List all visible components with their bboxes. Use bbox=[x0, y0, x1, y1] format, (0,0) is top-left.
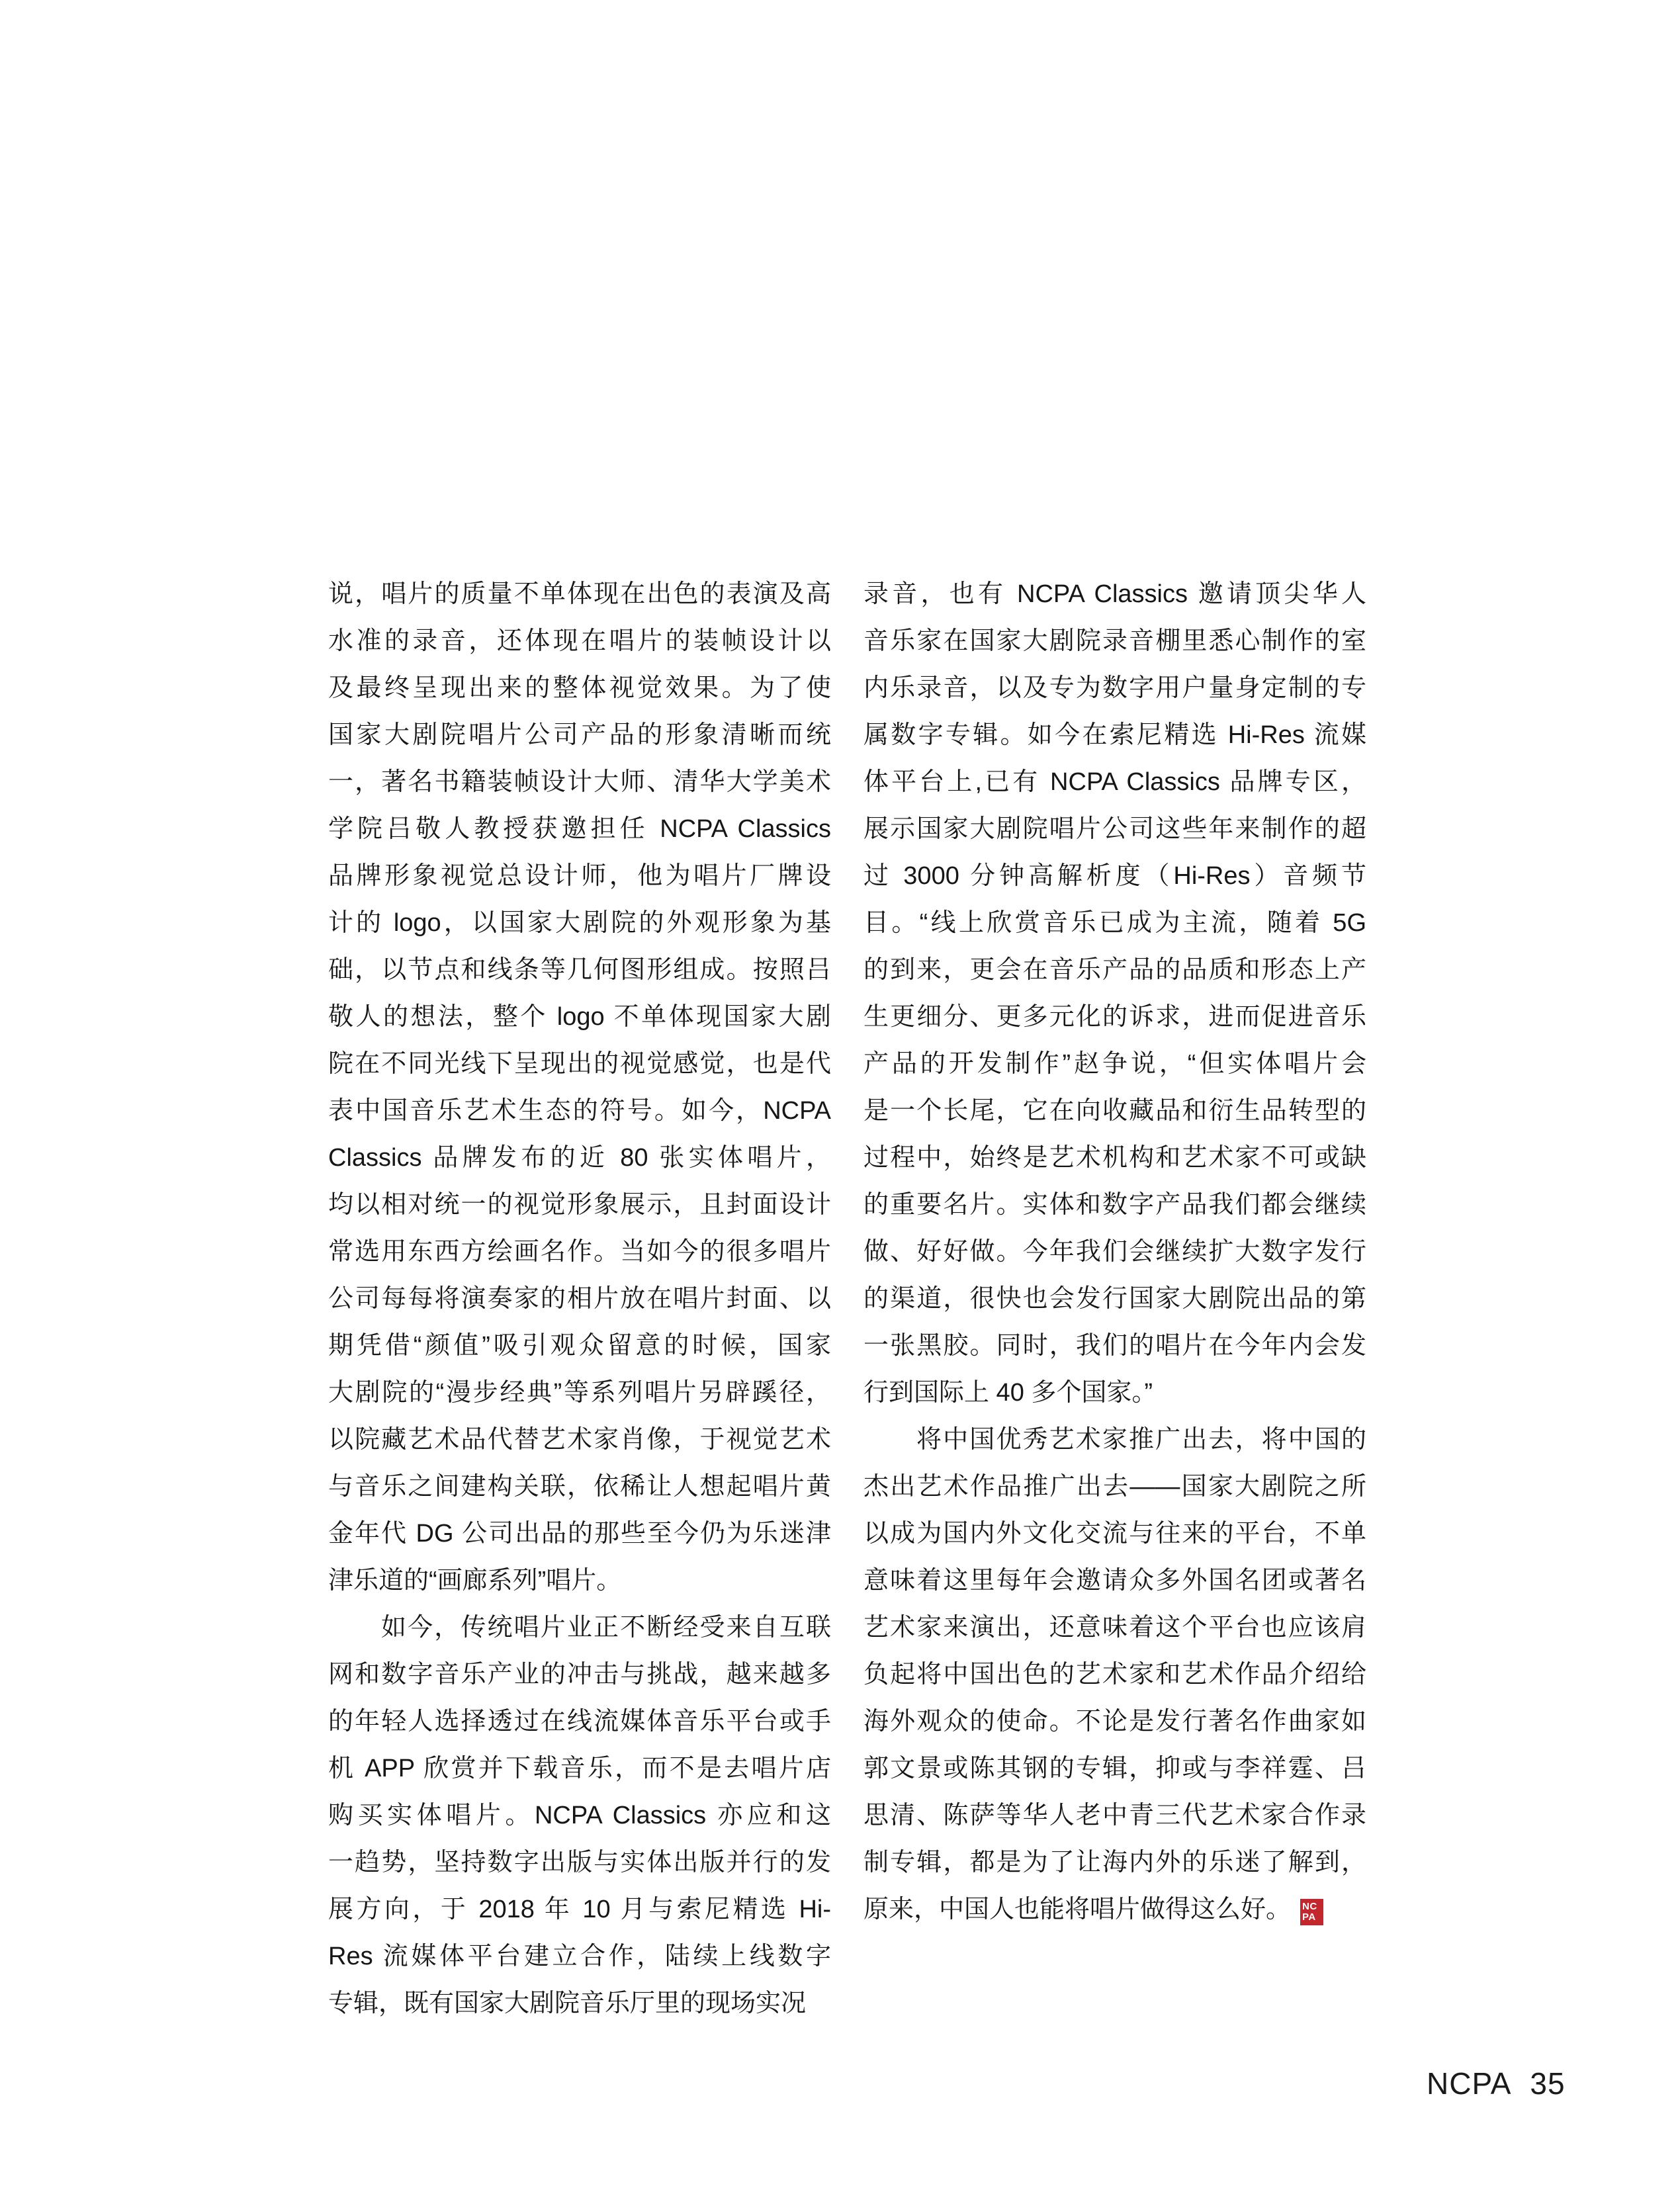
article-column-right bbox=[863, 571, 1366, 1933]
text-line: 内乐录音，以及专为数字用户量身定制的专 bbox=[863, 674, 1366, 702]
text-line: 属数字专辑。如今在索尼精选 Hi-Res 流媒 bbox=[863, 721, 1366, 749]
text-line: 展方向，于 2018 年 10 月与索尼精选 Hi- bbox=[328, 1896, 831, 1923]
text-line: 生更细分、更多元化的诉求，进而促进音乐 bbox=[863, 1003, 1366, 1031]
text-line: 的重要名片。实体和数字产品我们都会继续 bbox=[863, 1191, 1366, 1219]
text-line: 品牌形象视觉总设计师，他为唱片厂牌设 bbox=[328, 862, 831, 890]
text-line: 敬人的想法，整个 logo 不单体现国家大剧 bbox=[328, 1003, 831, 1031]
text-line: 艺术家来演出，还意味着这个平台也应该肩 bbox=[863, 1614, 1366, 1641]
text-line: 公司每每将演奏家的相片放在唱片封面、以 bbox=[328, 1285, 831, 1313]
text-line: 意味着这里每年会邀请众多外国名团或著名 bbox=[863, 1567, 1366, 1595]
text-line: 一趋势，坚持数字出版与实体出版并行的发 bbox=[328, 1849, 831, 1876]
text-line: 一，著名书籍装帧设计大师、清华大学美术 bbox=[328, 768, 831, 796]
text-line: Classics 品牌发布的近 80 张实体唱片， bbox=[328, 1144, 831, 1172]
text-line: 专辑，既有国家大剧院音乐厅里的现场实况 bbox=[328, 1990, 807, 2017]
text-line: 表中国音乐艺术生态的符号。如今，NCPA bbox=[328, 1097, 831, 1125]
text-line: 的到来，更会在音乐产品的品质和形态上产 bbox=[863, 956, 1366, 984]
text-line: 金年代 DG 公司出品的那些至今仍为乐迷津 bbox=[328, 1520, 831, 1548]
text-line: 与音乐之间建构关联，依稀让人想起唱片黄 bbox=[328, 1473, 831, 1501]
footer-brand: NCPA bbox=[1427, 2066, 1512, 2101]
page-footer bbox=[1427, 2068, 1566, 2099]
article-column-left bbox=[328, 571, 831, 2027]
footer-page-number: 35 bbox=[1530, 2066, 1566, 2101]
text-line: 购买实体唱片。NCPA Classics 亦应和这 bbox=[328, 1802, 831, 1829]
text-line: 行到国际上 40 多个国家。” bbox=[863, 1379, 1153, 1407]
ncpa-logo-line2: PA bbox=[1302, 1911, 1316, 1923]
text-line: 原来，中国人也能将唱片做得这么好。 NC PA bbox=[863, 1886, 1366, 1933]
text-line: 网和数字音乐产业的冲击与挑战，越来越多 bbox=[328, 1661, 831, 1688]
text-line: 负起将中国出色的艺术家和艺术作品介绍给 bbox=[863, 1661, 1366, 1688]
ncpa-logo bbox=[1300, 1899, 1323, 1925]
text-line: 海外观众的使命。不论是发行著名作曲家如 bbox=[863, 1708, 1366, 1735]
text-line: 如今，传统唱片业正不断经受来自互联 bbox=[381, 1614, 831, 1641]
text-line: 过 3000 分钟高解析度（Hi-Res）音频节 bbox=[863, 862, 1366, 890]
text-line: 院在不同光线下呈现出的视觉感觉，也是代 bbox=[328, 1050, 831, 1078]
text-line: 机 APP 欣赏并下载音乐，而不是去唱片店 bbox=[328, 1755, 831, 1782]
text-line: 以成为国内外文化交流与往来的平台，不单 bbox=[863, 1520, 1366, 1548]
text-line: 是一个长尾，它在向收藏品和衍生品转型的 bbox=[863, 1097, 1366, 1125]
text-line: 的渠道，很快也会发行国家大剧院出品的第 bbox=[863, 1285, 1366, 1313]
text-line: 均以相对统一的视觉形象展示，且封面设计 bbox=[328, 1191, 831, 1219]
text-line: 做、好好做。今年我们会继续扩大数字发行 bbox=[863, 1238, 1366, 1266]
text-line: 产品的开发制作”赵争说，“但实体唱片会 bbox=[863, 1050, 1366, 1078]
ncpa-logo-line1: NC bbox=[1302, 1901, 1317, 1912]
text-line: Res 流媒体平台建立合作，陆续上线数字 bbox=[328, 1943, 831, 1970]
text-line: 音乐家在国家大剧院录音棚里悉心制作的室 bbox=[863, 627, 1366, 655]
text-line: 录音，也有 NCPA Classics 邀请顶尖华人 bbox=[863, 580, 1366, 608]
text-line: 期凭借“颜值”吸引观众留意的时候，国家 bbox=[328, 1332, 831, 1360]
text-line: 水准的录音，还体现在唱片的装帧设计以 bbox=[328, 627, 831, 655]
text-line: 大剧院的“漫步经典”等系列唱片另辟蹊径， bbox=[328, 1379, 831, 1407]
text-line: 思清、陈萨等华人老中青三代艺术家合作录 bbox=[863, 1802, 1366, 1829]
text-line: 郭文景或陈其钢的专辑，抑或与李祥霆、吕 bbox=[863, 1755, 1366, 1782]
text-line: 础，以节点和线条等几何图形组成。按照吕 bbox=[328, 956, 831, 984]
text-line: 及最终呈现出来的整体视觉效果。为了使 bbox=[328, 674, 831, 702]
text-line: 目。“线上欣赏音乐已成为主流，随着 5G bbox=[863, 909, 1366, 937]
text-line: 过程中，始终是艺术机构和艺术家不可或缺 bbox=[863, 1144, 1366, 1172]
text-line: 将中国优秀艺术家推广出去，将中国的 bbox=[916, 1426, 1366, 1454]
text-line: 的年轻人选择透过在线流媒体音乐平台或手 bbox=[328, 1708, 831, 1735]
text-line: 展示国家大剧院唱片公司这些年来制作的超 bbox=[863, 815, 1366, 843]
text-line: 常选用东西方绘画名作。当如今的很多唱片 bbox=[328, 1238, 831, 1266]
text-line: 一张黑胶。同时，我们的唱片在今年内会发 bbox=[863, 1332, 1366, 1360]
text-line: 以院藏艺术品代替艺术家肖像，于视觉艺术 bbox=[328, 1426, 831, 1454]
text-line: 杰出艺术作品推广出去——国家大剧院之所 bbox=[863, 1473, 1366, 1501]
text-line: 体平台上,已有 NCPA Classics 品牌专区， bbox=[863, 768, 1366, 796]
text-line: 计的 logo，以国家大剧院的外观形象为基 bbox=[328, 909, 831, 937]
text-line: 学院吕敬人教授获邀担任 NCPA Classics bbox=[328, 815, 831, 843]
text-line: 国家大剧院唱片公司产品的形象清晰而统 bbox=[328, 721, 831, 749]
text-line: 说，唱片的质量不单体现在出色的表演及高 bbox=[328, 580, 831, 608]
text-line: 制专辑，都是为了让海内外的乐迷了解到， bbox=[863, 1849, 1366, 1876]
text-line: 津乐道的“画廊系列”唱片。 bbox=[328, 1567, 622, 1595]
